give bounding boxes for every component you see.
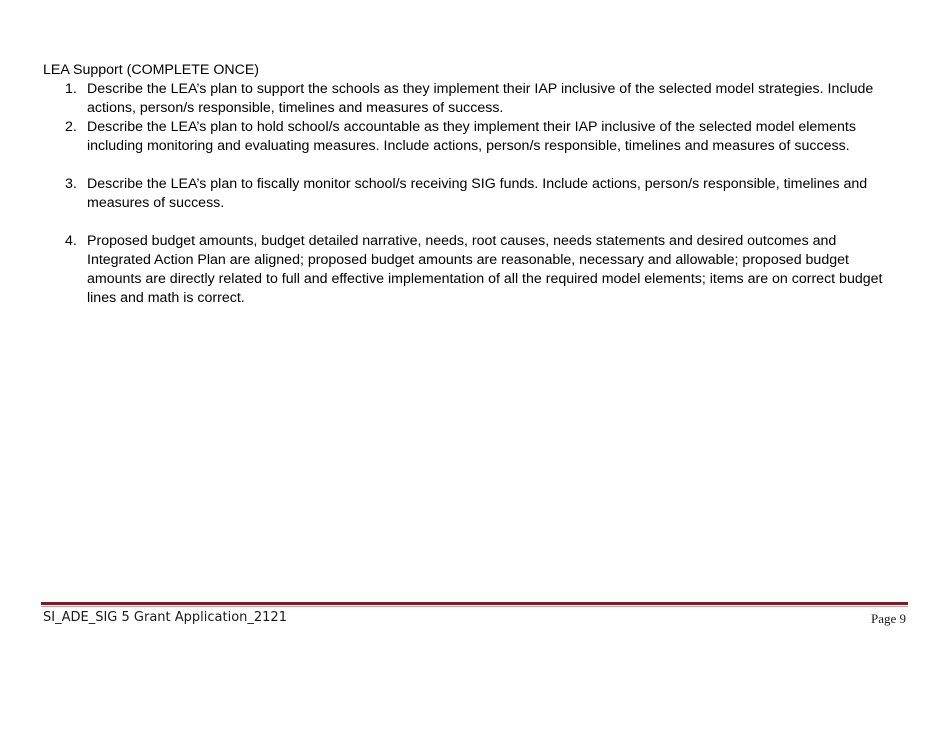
list-item-text: Proposed budget amounts, budget detailed narrative, needs, root causes, needs statements and desired outcomes and Integrated Action Plan are aligned; proposed budget amounts are reasonable, necessary and allowable; proposed budget amounts are directly related to full and effective implementation of all the required model elements; items are on correct budget lines and math is correct.: [87, 233, 883, 306]
footer-divider: [41, 602, 908, 605]
list-item-number: 2.: [65, 119, 77, 135]
footer-document-name: SI_ADE_SIG 5 Grant Application_2121: [43, 610, 287, 625]
list-item-text: Describe the LEA’s plan to fiscally monitor school/s receiving SIG funds. Include actions, person/s responsible, timelines and measures of success.: [87, 176, 868, 211]
list-item-number: 3.: [65, 176, 77, 192]
list-item-text: Describe the LEA’s plan to support the schools as they implement their IAP inclusive of the selected model strategies. Include actions, person/s responsible, timelines and measures of success.: [87, 81, 874, 116]
document-body: [43, 61, 903, 308]
list-item: [43, 80, 903, 118]
footer-divider-thin: [41, 606, 908, 607]
section-title: LEA Support (COMPLETE ONCE): [43, 62, 260, 78]
list-item-number: 4.: [65, 233, 77, 249]
list-item: [43, 175, 903, 213]
instruction-list: [43, 80, 903, 308]
list-item-number: 1.: [65, 81, 77, 97]
list-item-text: Describe the LEA’s plan to hold school/s accountable as they implement their IAP inclusive of the selected model elements including monitoring and evaluating measures. Include actions, person/s responsible, timelines and measures of success.: [87, 119, 856, 154]
footer-page-number: Page 9: [870, 611, 906, 626]
list-item: [43, 232, 903, 308]
list-item: [43, 118, 903, 156]
